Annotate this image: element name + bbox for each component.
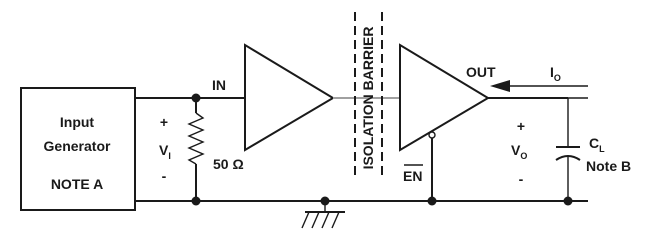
- generator-note-a: NOTE A: [50, 176, 104, 192]
- output-driver-triangle: [400, 45, 488, 150]
- cl-label: [589, 135, 605, 154]
- vo-sub: O: [520, 151, 528, 161]
- resistor-value-label: 50 Ω: [213, 156, 244, 172]
- out-label: OUT: [466, 64, 496, 80]
- vo-minus-sign: -: [518, 171, 524, 187]
- vo-main: V: [511, 142, 521, 158]
- isolation-barrier-label: ISOLATION BARRIER: [360, 26, 376, 170]
- cl-note-b: Note B: [586, 158, 632, 174]
- vi-minus-sign: -: [161, 168, 167, 184]
- junction-dot-input: [192, 94, 201, 103]
- en-inversion-bubble: [429, 132, 435, 138]
- io-sub: O: [553, 73, 561, 83]
- junction-dot-resistor-ground: [192, 197, 201, 206]
- vo-label: [511, 142, 527, 161]
- resistor-50-ohm: [189, 113, 203, 164]
- cl-sub: L: [599, 144, 605, 154]
- vo-plus-sign: +: [516, 118, 526, 134]
- input-buffer-triangle: [245, 45, 333, 150]
- cl-main: C: [589, 135, 600, 151]
- io-main: I: [550, 64, 554, 80]
- vi-main: V: [159, 142, 169, 158]
- io-label: [550, 64, 561, 83]
- generator-label-line2: Generator: [43, 138, 111, 154]
- vi-label: [159, 142, 171, 161]
- vi-sub: I: [168, 151, 171, 161]
- io-arrowhead: [490, 80, 510, 92]
- in-label: IN: [212, 77, 226, 93]
- vi-plus-sign: +: [159, 114, 169, 130]
- generator-label-line1: Input: [59, 114, 95, 130]
- en-label: EN: [403, 168, 423, 184]
